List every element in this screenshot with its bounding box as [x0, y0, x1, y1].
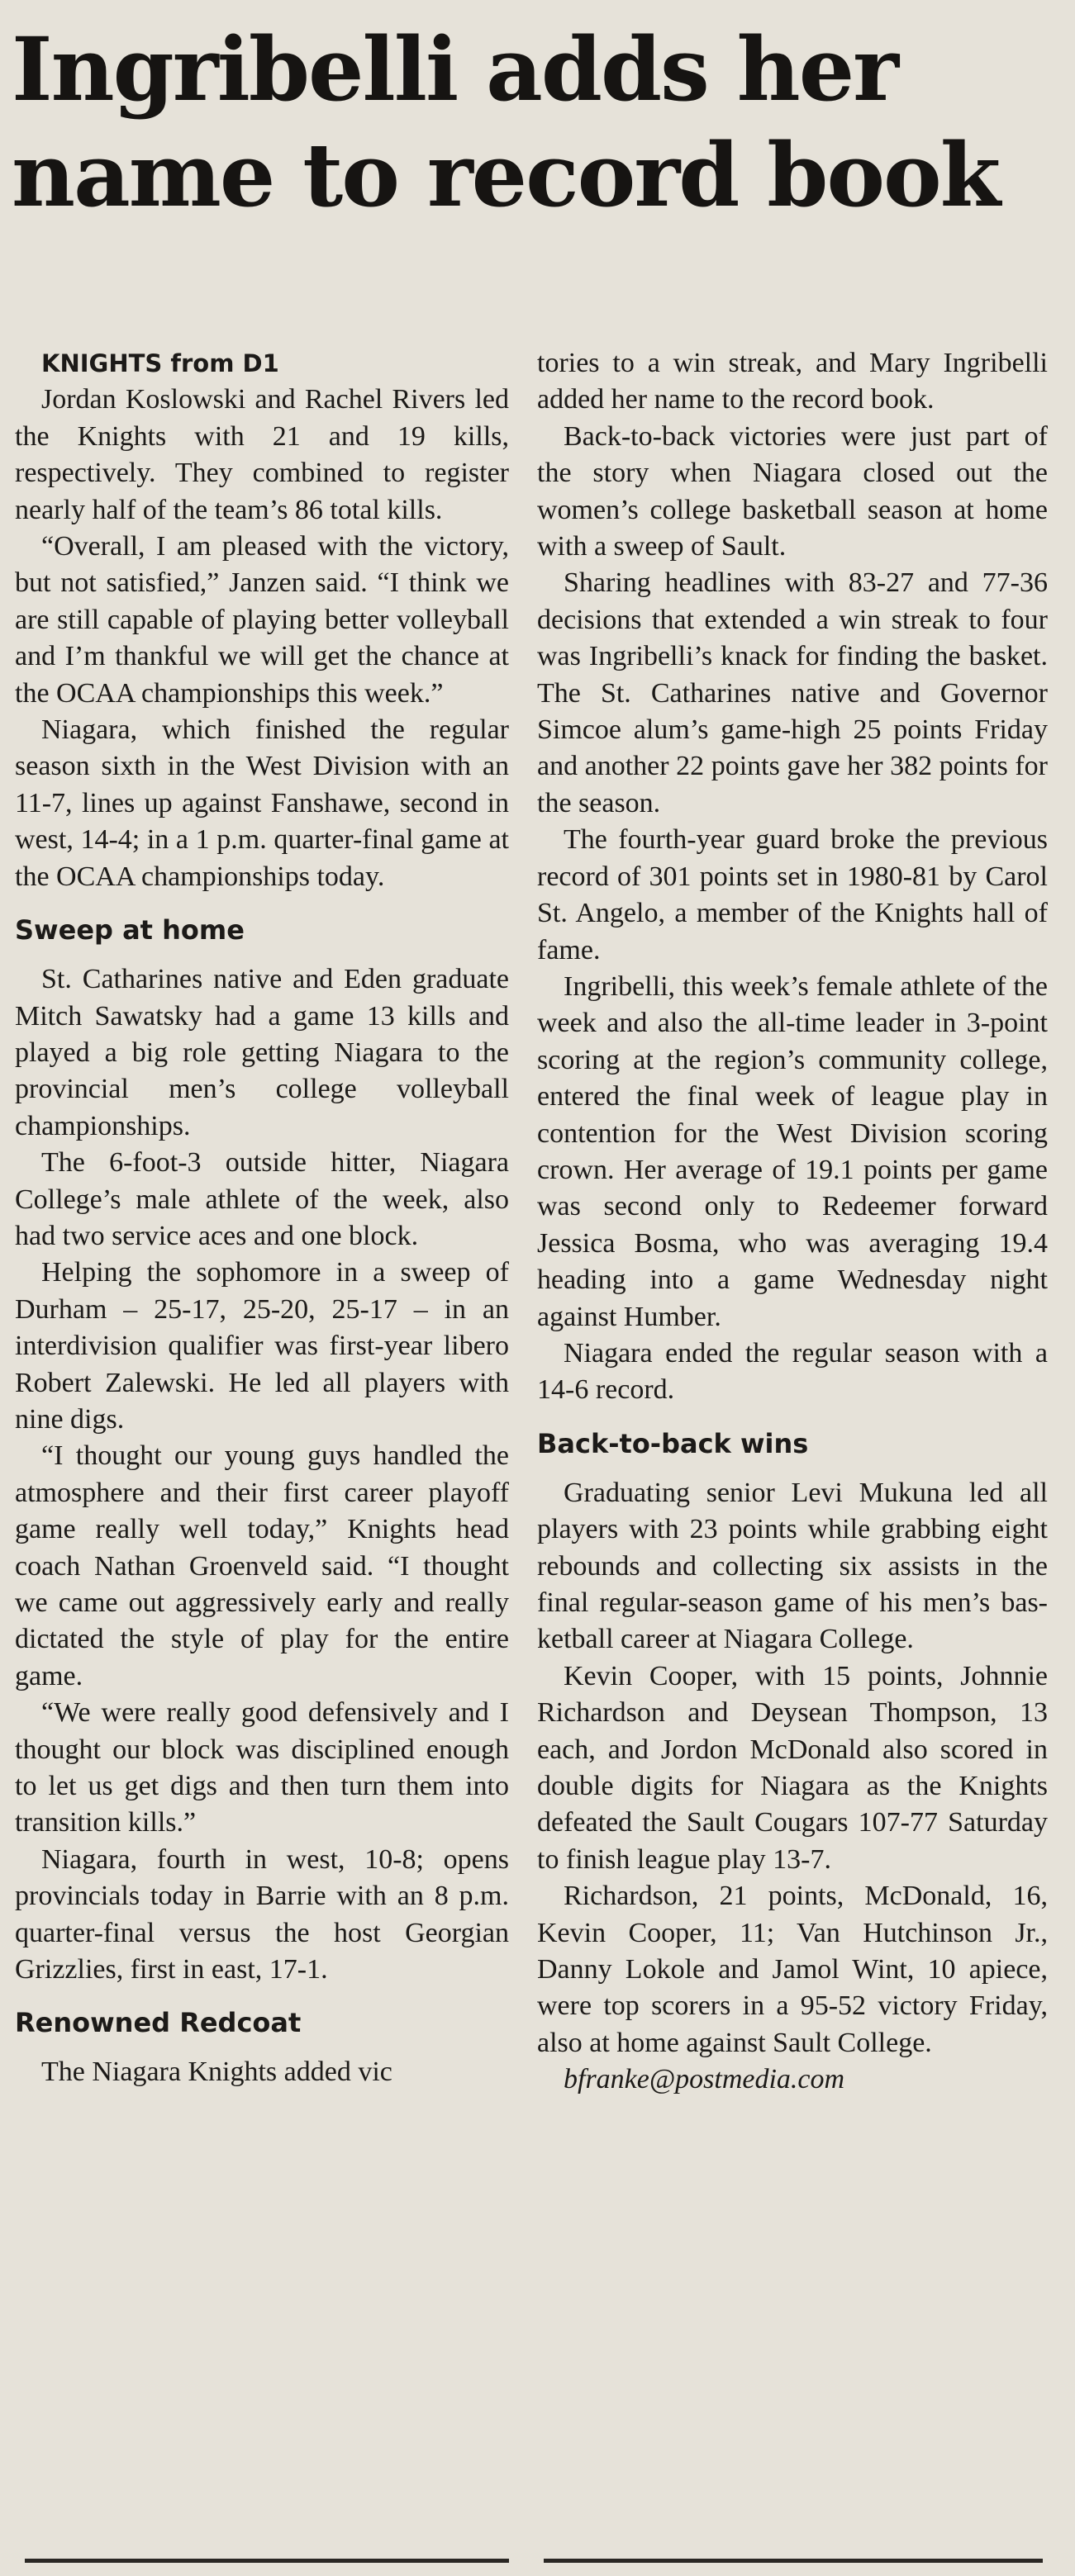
- bottom-rule-right: [544, 2559, 1043, 2563]
- article-column-right: [537, 345, 1048, 2099]
- paragraph: Kevin Cooper, with 15 points, Johnnie Richardson and Deysean Thompson, 13 each, and Jordon McDonald also scored in double digits for Niagara as the Knights defeated the Sault Cougars 107-77 Saturday to finish league play 13-7.: [537, 1660, 1048, 1875]
- dateline: KNIGHTS from D1: [41, 349, 279, 377]
- paragraph: St. Catharines native and Eden graduate Mitch Sawatsky had a game 13 kills and played a big role getting Niagara to the provincial men’s college volleyball championships.: [15, 964, 509, 1141]
- paragraph: Graduating senior Levi Mukuna led all players with 23 points while grabbing eight rebounds and collecting six assists in the final regular-season game of his men’s basketball career at Niagara College.: [537, 1477, 1048, 1655]
- paragraph: Richardson, 21 points, McDonald, 16, Kevin Cooper, 11; Van Hutchinson Jr., Danny Lokole and Jamol Wint, 10 apiece, were top scorers in a 95-52 victory Friday, also at home against Sault College.: [537, 1881, 1048, 2058]
- headline: [12, 17, 1061, 228]
- paragraph: Sharing headlines with 83-27 and 77-36 decisions that extended a win streak to four was Ingribelli’s knack for finding the basket. The St. Catharines native and Governor Simcoe alum’s game-high 25 points Friday and another 22 points gave her 382 points for the season.: [537, 567, 1048, 818]
- paragraph: Niagara ended the regular season with a 14-6 record.: [537, 1337, 1048, 1406]
- headline-line-1: Ingribelli adds her: [12, 17, 897, 121]
- paragraph: Jordan Koslowski and Rachel Rivers led the Knights with 21 and 19 kills, respectively. They combined to register nearly half of the team’s 86 total kills.: [15, 384, 509, 525]
- paragraph: tories to a win streak, and Mary Ingribelli added her name to the record book.: [537, 348, 1048, 415]
- paragraph: Ingribelli, this week’s female athlete of the week and also the all-time leader in 3-point scoring at the region’s community college, entered the final week of league play in contention for the West Division scoring crown. Her average of 19.1 points per game was second only to Redeemer forward Jessica Bosma, who was averaging 19.4 heading into a game Wednesday night against Humber.: [537, 970, 1048, 1332]
- subhead-back-to-back-wins: Back-to-back wins: [537, 1427, 809, 1459]
- article-column-left: [15, 345, 509, 2091]
- paragraph: Niagara, fourth in west, 10-8; opens provincials today in Barrie with an 8 p.m. quarter-final versus the host Georgian Grizzlies, first in east, 17-1.: [15, 1843, 509, 1985]
- headline-line-2: name to record book: [12, 123, 1000, 226]
- paragraph: “We were really good defensively and I thought our block was disciplined enough to let us get digs and then turn them into transition kills.”: [15, 1697, 509, 1838]
- subhead-renowned-redcoat: Renowned Redcoat: [15, 2007, 302, 2039]
- paragraph: “I thought our young guys handled the atmosphere and their first career playoff game really well today,” Knights head coach Nathan Groenveld said. “I thought we came out aggressively early and really dictated the style of play for the entire game.: [15, 1440, 509, 1691]
- paragraph: Niagara, which finished the regular season sixth in the West Division with an 11-7, lines up against Fanshawe, second in west, 14-4; in a 1 p.m. quarter-final game at the OCAA championships today.: [15, 714, 509, 892]
- bottom-rule-left: [25, 2559, 509, 2563]
- subhead-sweep-at-home: Sweep at home: [15, 914, 245, 946]
- paragraph: The fourth-year guard broke the previous record of 301 points set in 1980-81 by Carol St. Angelo, a member of the Knights hall of fame.: [537, 824, 1048, 965]
- paragraph: Back-to-back victories were just part of the story when Niagara closed out the women’s college basketball season at home with a sweep of Sault.: [537, 420, 1048, 562]
- paragraph: The 6-foot-3 outside hitter, Niagara College’s male athlete of the week, also had two service aces and one block.: [15, 1147, 509, 1251]
- author-email-byline: bfranke@postmedia.com: [564, 2064, 845, 2095]
- paragraph: The Niagara Knights added vic: [41, 2057, 392, 2088]
- paragraph: Helping the sophomore in a sweep of Durham – 25-17, 25-20, 25-17 – in an interdivision qualifier was first-year libero Robert Zalewski. He led all players with nine digs.: [15, 1257, 509, 1435]
- paragraph: “Overall, I am pleased with the victory, but not satisfied,” Janzen said. “I think we are still capable of playing better volleyball and I’m thankful we will get the chance at the OCAA championships this week.”: [15, 531, 509, 709]
